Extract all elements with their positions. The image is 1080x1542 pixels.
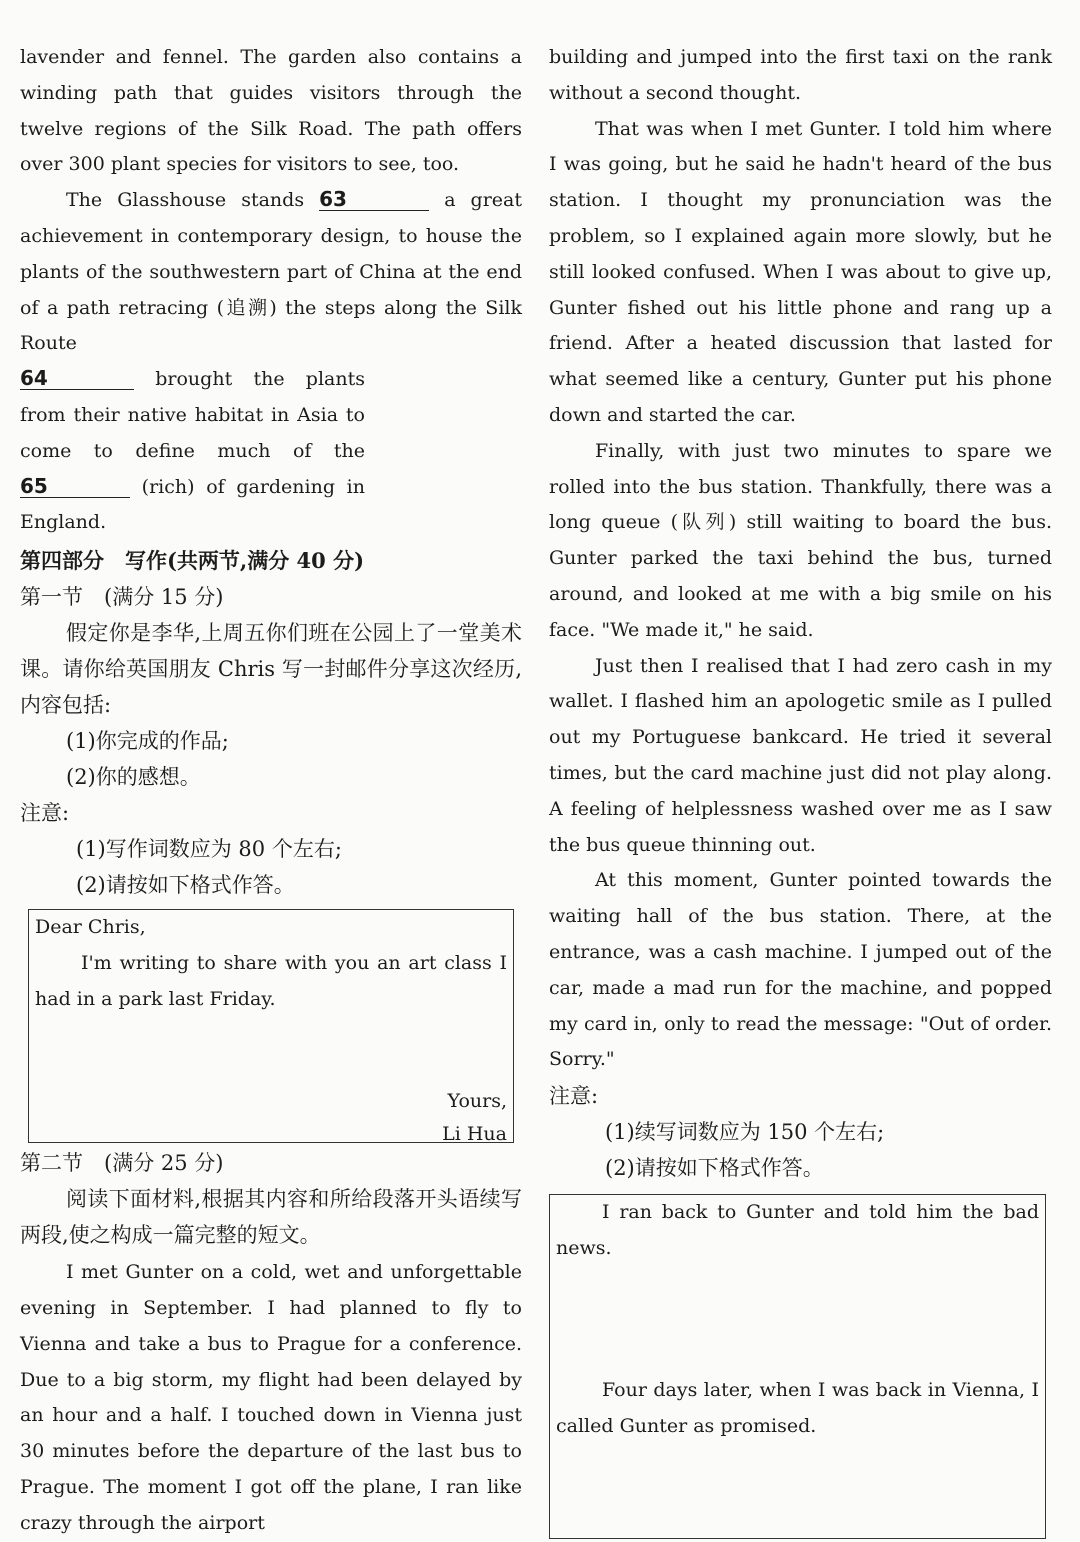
- story-paragraph: At this moment, Gunter pointed towards the waiting hall of the bus station. There, at the entrance, was a cash machine. I jumped out of the car, made a mad run for the machine, and popped my card in, only to read the message: "Out of order. Sorry.": [549, 869, 1052, 1071]
- task-item: (1)你完成的作品;: [66, 729, 229, 754]
- letter-body: I'm writing to share with you an art class I had in a park last Friday.: [35, 951, 507, 1010]
- story-paragraph: Finally, with just two minutes to spare we rolled into the bus station. Thankfully, there was a long queue (队列) still waiting to board the bus. Gunter parked the taxi behind the bus, turned around, and looked at me with a big smile on his face. "We made it," he said.: [549, 439, 1052, 641]
- notice-item: (2)请按如下格式作答。: [605, 1156, 824, 1181]
- story-paragraph: Just then I realised that I had zero cash in my wallet. I flashed him an apologetic smile as I pulled out my Portuguese bankcard. He tried it several times, but the card machine just did not play along. A feeling of helplessness washed over me as I saw the bus queue thinning out.: [549, 654, 1052, 856]
- notice-item: (1)续写词数应为 150 个左右;: [605, 1120, 885, 1145]
- cloze-paragraph: [20, 183, 522, 362]
- notice-label: 注意:: [20, 801, 70, 826]
- section2-task: 阅读下面材料,根据其内容和所给段落开头语续写两段,使之构成一篇完整的短文。: [20, 1187, 522, 1248]
- cloze-text: (rich) of gardening in England.: [20, 475, 365, 534]
- continuation-opener-2: Four days later, when I was back in Vienna, I called Gunter as promised.: [556, 1378, 1039, 1437]
- passage-paragraph: lavender and fennel. The garden also contains a winding path that guides visitors through the twelve regions of the Silk Road. The path offers over 300 plant species for visitors to see, too.: [20, 46, 522, 176]
- part4-title: 第四部分 写作(共两节,满分 40 分): [20, 548, 365, 574]
- cloze-text: brought the plants from their native habitat in Asia to come to define much of the: [20, 368, 365, 462]
- notice-label: 注意:: [549, 1084, 599, 1109]
- story-paragraph: building and jumped into the first taxi on the rank without a second thought.: [549, 46, 1052, 104]
- section2-title: 第二节 (满分 25 分): [20, 1151, 224, 1176]
- notice-item: (1)写作词数应为 80 个左右;: [76, 837, 342, 862]
- blank-64[interactable]: 64: [20, 367, 134, 390]
- cloze-text: a great achievement in contemporary design, to house the plants of the southwestern part of China at the end of a path retracing (追溯) the steps along the Silk Route: [20, 189, 523, 355]
- letter-greeting: Dear Chris,: [35, 916, 146, 939]
- notice-item: (2)请按如下格式作答。: [76, 873, 295, 898]
- continuation-answer-box[interactable]: [549, 1194, 1046, 1539]
- story-paragraph: That was when I met Gunter. I told him where I was going, but he said he hadn't heard of the bus station. I thought my pronunciation was the problem, so I explained again more slowly, but he still looked confused. When I was about to give up, Gunter fished out his little phone and rang up a friend. After a heated discussion that lasted for what seemed like a century, Gunter put his phone down and started the car.: [549, 117, 1052, 426]
- section1-task: 假定你是李华,上周五你们班在公园上了一堂美术课。请你给英国朋友 Chris 写一封邮件分享这次经历,内容包括:: [20, 621, 522, 718]
- blank-63[interactable]: 63: [319, 188, 429, 211]
- left-column: [20, 40, 522, 1542]
- section1-title: 第一节 (满分 15 分): [20, 585, 224, 610]
- letter-closing: Yours,: [447, 1090, 507, 1113]
- task-item: (2)你的感想。: [66, 765, 201, 790]
- right-column: [549, 40, 1052, 1539]
- cloze-paragraph-cont: [20, 362, 365, 541]
- letter-signature: Li Hua: [442, 1123, 507, 1146]
- continuation-opener-1: I ran back to Gunter and told him the bad news.: [556, 1201, 1039, 1259]
- cloze-text: The Glasshouse stands: [66, 189, 305, 212]
- story-paragraph: I met Gunter on a cold, wet and unforgettable evening in September. I had planned to fly to Vienna and take a bus to Prague for a conference. Due to a big storm, my flight had been delayed by an hour and a half. I touched down in Vienna just 30 minutes before the departure of the last bus to Prague. The moment I got off the plane, I ran like crazy through the airport: [20, 1261, 522, 1534]
- blank-65[interactable]: 65: [20, 475, 130, 498]
- letter-answer-box[interactable]: [28, 909, 514, 1146]
